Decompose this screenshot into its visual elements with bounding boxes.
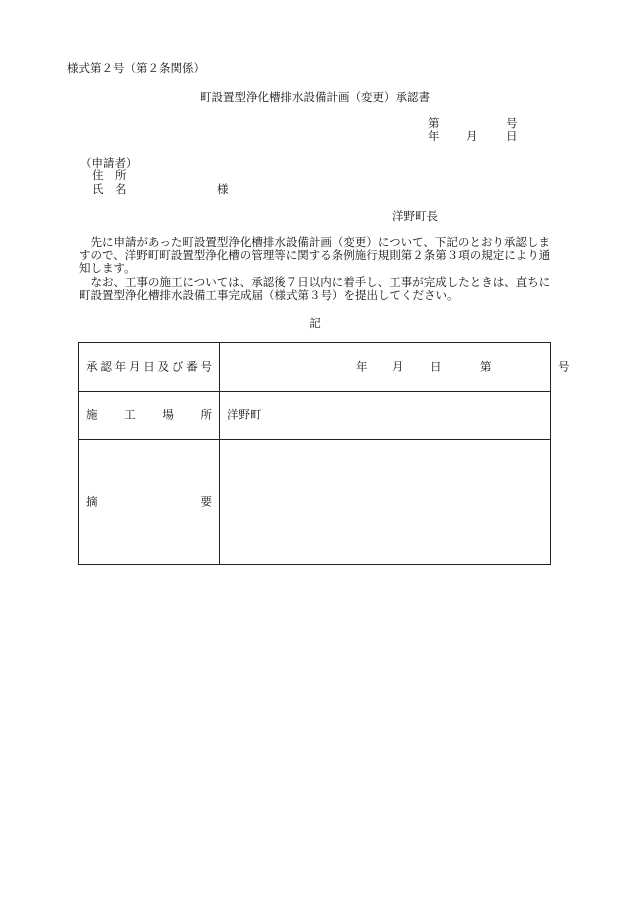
approval-number-suffix: 号 <box>558 359 570 374</box>
document-title: 町設置型浄化槽排水設備計画（変更）承認書 <box>200 90 430 104</box>
construction-site-text: 洋野町 <box>227 407 262 422</box>
remarks-label <box>79 439 220 564</box>
label-char: 月 <box>128 359 141 374</box>
label-char: 要 <box>200 493 212 508</box>
label-char: 及 <box>157 359 170 374</box>
label-char: 場 <box>162 407 174 422</box>
honorific: 様 <box>217 182 229 196</box>
label-char: 日 <box>143 359 155 374</box>
approval-date-number-label <box>79 343 220 391</box>
label-char: 所 <box>200 407 212 422</box>
label-char: び <box>171 359 184 374</box>
construction-site-label <box>79 391 220 439</box>
label-char: 工 <box>124 407 136 422</box>
number-suffix: 号 <box>506 116 518 130</box>
address-label: 住 所 <box>92 168 127 182</box>
ki-heading: 記 <box>309 316 321 330</box>
label-char: 施 <box>86 407 98 422</box>
label-char: 承 <box>86 359 98 374</box>
label-char: 年 <box>114 359 127 374</box>
body-paragraph-1: 先に申請があった町設置型浄化槽排水設備計画（変更）について、下記のとおり承認しますので、洋野町町設置型浄化槽の管理等に関する条例施行規則第２条第３項の規定により通知します。 <box>79 235 551 276</box>
approval-date-number-value <box>220 343 570 391</box>
label-char: 認 <box>100 359 112 374</box>
table-row-site <box>79 391 550 440</box>
applicant-heading: （申請者） <box>80 156 138 170</box>
table-row-approval <box>79 343 570 392</box>
body-paragraph-2: なお、工事の施工については、承認後７日以内に着手し、工事が完成したときは、直ちに町設置型浄化槽排水設備工事完成届（様式第３号）を提出してください。 <box>79 274 551 302</box>
issuer-name: 洋野町長 <box>392 209 438 223</box>
approval-table <box>78 342 570 565</box>
date-month-label: 月 <box>466 129 478 143</box>
date-day-label: 日 <box>506 129 518 143</box>
body-text <box>79 236 559 302</box>
remarks-value <box>220 439 550 564</box>
label-char: 番 <box>186 359 198 374</box>
table-row-remarks <box>79 439 550 564</box>
approval-year-label: 年 <box>356 359 368 374</box>
date-year-label: 年 <box>428 129 440 143</box>
approval-month-label: 月 <box>392 359 404 374</box>
form-id: 様式第２号（第２条関係） <box>67 61 205 75</box>
name-label: 氏 名 <box>92 182 127 196</box>
label-char: 摘 <box>86 493 98 508</box>
label-char: 号 <box>200 359 212 374</box>
construction-site-value <box>220 391 550 439</box>
number-prefix: 第 <box>428 116 440 130</box>
approval-number-prefix: 第 <box>480 359 492 374</box>
approval-day-label: 日 <box>430 359 442 374</box>
